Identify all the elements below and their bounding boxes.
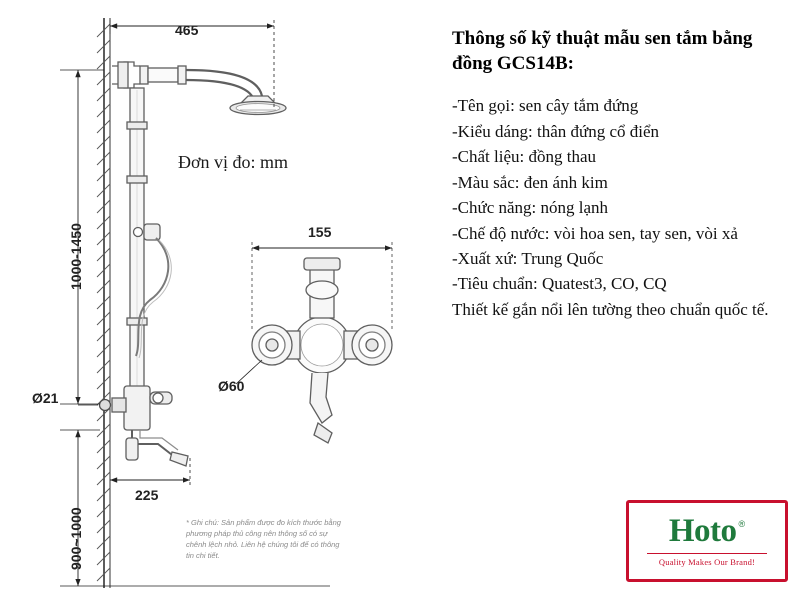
spec-item-material: -Chất liệu: đồng thau [452, 147, 597, 167]
brand-logo [626, 500, 788, 582]
registered-trademark-icon: ® [738, 519, 746, 529]
spec-item-color: -Màu sắc: đen ánh kim [452, 172, 608, 192]
spec-item-origin: -Xuất xứ: Trung Quốc [452, 248, 604, 268]
spec-list [452, 94, 788, 297]
dimension-label-handle-diameter: Ø60 [218, 378, 245, 394]
drawing-note: * Ghi chú: Sản phẩm được đo kích thước bằng phương pháp thủ công nên thông số có sự chênh lệch nhỏ. Liên hệ chúng tôi để có thông tin chi tiết. [186, 518, 341, 560]
logo-wordmark: Hoto [668, 513, 737, 549]
logo-tagline: Quality Makes Our Brand! [658, 557, 756, 567]
dimension-label-height-upper: 1000-1450 [68, 223, 84, 290]
spec-item-standard: -Tiêu chuẩn: Quatest3, CO, CQ [452, 274, 667, 294]
spec-item-style: -Kiểu dáng: thân đứng cổ điển [452, 121, 660, 141]
dimension-label-top-width: 465 [175, 22, 199, 38]
logo-divider [647, 553, 767, 554]
spec-title: Thông số kỹ thuật mẫu sen tắm bằng đồng GCS14B: [452, 28, 753, 75]
spec-item-function: -Chức năng: nóng lạnh [452, 198, 609, 218]
specification-panel [452, 26, 788, 322]
dimension-label-inlet-diameter: Ø21 [32, 390, 59, 406]
logo-wordmark-row [669, 515, 745, 548]
mixer-detail-drawing [252, 258, 392, 443]
dimension-label-mixer-width: 155 [308, 224, 332, 240]
spec-item-name: -Tên gọi: sen cây tắm đứng [452, 96, 639, 116]
dimension-label-height-lower: 900~1000 [68, 507, 84, 570]
spec-item-water-modes: -Chế độ nước: vòi hoa sen, tay sen, vòi xả [452, 223, 738, 243]
dimension-label-bottom-width: 225 [135, 487, 159, 503]
unit-label: Đơn vị đo: mm [178, 152, 289, 172]
wall [97, 18, 110, 588]
spec-footer: Thiết kế gắn nổi lên tường theo chuẩn quốc tế. [452, 299, 769, 319]
shower-column-drawing [100, 62, 287, 466]
